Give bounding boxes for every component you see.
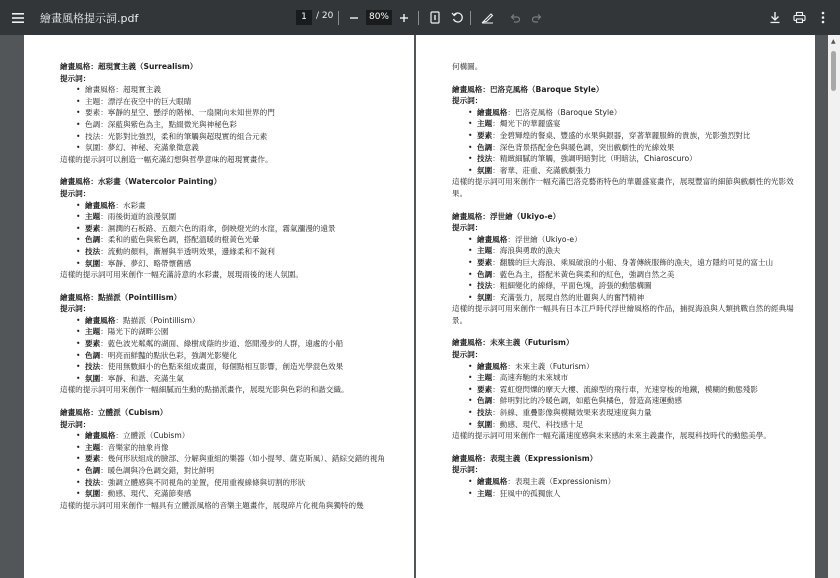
prompt-key: 主題 [477,488,493,498]
section-title: 繪畫風格：水彩畫（Watercolor Painting） [60,177,222,187]
prompt-key: 要素 [85,339,101,349]
prompt-key: 技法 [477,408,493,418]
prompt-label: 提示詞： [452,465,483,475]
prompt-item [468,142,804,154]
prompt-value: ：未來主義（Futurism） [507,361,594,371]
prompt-item [76,361,404,373]
prompt-key: 氛圍 [477,419,493,429]
prompt-value: ：藍色波光粼粼的湖面、綠樹成蔭的步道、悠閒漫步的人群，遠處的小船 [100,339,344,349]
fit-page-icon[interactable] [428,10,442,25]
prompt-key: 氛圍 [85,143,101,153]
prompt-item [76,84,404,96]
prompt-list [452,361,804,431]
prompt-item [76,477,404,489]
prompt-item [468,269,804,281]
document-title: 繪畫風格提示詞.pdf [40,12,139,25]
prompt-key: 技法 [85,246,101,256]
prompt-value: ：柔和的藍色與紫色調，搭配溫暖的橙黃色光暈 [100,235,260,245]
prompt-value: ：粗細變化的線條，平面色塊，誇張的動態構圖 [492,281,652,291]
prompt-key: 主題 [477,373,493,383]
prompt-item [76,430,404,442]
style-section [60,407,404,511]
section-title: 繪畫風格：浮世繪（Ukiyo-e） [452,211,561,221]
pdf-page-left [24,35,414,578]
prompt-key: 繪畫風格 [477,234,508,244]
prompt-value: ：動感、現代、科技感十足 [492,419,584,429]
pdf-page-right [416,35,815,578]
prompt-value: ：高速奔馳的未來城市 [492,373,569,383]
prompt-key: 氛圍 [85,489,101,499]
prompt-list [452,476,804,499]
prompt-item [468,372,804,384]
prompt-item [76,246,404,258]
prompt-value: ：動感、現代、充滿節奏感 [100,489,192,499]
prompt-key: 繪畫風格 [85,200,116,210]
prompt-label: 提示詞： [60,73,91,83]
prompt-key: 主題 [85,442,101,452]
undo-icon[interactable] [508,10,522,25]
prompt-item [468,130,804,142]
scrollbar-thumb[interactable] [831,51,836,91]
prompt-item [76,223,404,235]
style-section [452,337,804,441]
prompt-item [468,395,804,407]
prompt-value: ：霓虹燈閃爍的摩天大樓、流線型的飛行車，光速穿梭的地鐵，模糊的動態殘影 [492,384,758,394]
prompt-label: 提示詞： [60,188,91,198]
prompt-value: ：藍色為主，搭配米黃色與柔和的紅色，強調自然之美 [492,269,675,279]
scroll-up-icon[interactable]: ▲ [831,38,836,45]
prompt-key: 色調 [477,396,493,406]
toolbar-divider [418,11,419,25]
prompt-item [76,350,404,362]
prompt-item [468,153,804,165]
prompt-value: ：陽光下的湖畔公園 [100,327,169,337]
prompt-key: 主題 [477,119,493,129]
prompt-value: ：使用無數細小的色點來組成畫面，每個點相互影響，創造光學混色效果 [100,362,344,372]
prompt-key: 色調 [85,466,101,475]
page-content [452,61,804,510]
prompt-list [452,234,804,304]
prompt-label: 提示詞： [452,350,483,360]
prompt-key: 氛圍 [85,373,101,383]
prompt-value: ：寧靜、和諧、充滿生氣 [100,373,184,383]
section-summary: 這樣的提示詞可用來創作一幅具有日本江戶時代浮世繪風格的作品，捕捉海浪與人類挑戰自然的經典場景。 [452,304,794,325]
prompt-value: ：奢華、莊重、充滿戲劇張力 [492,165,591,175]
prompt-key: 繪畫風格 [477,107,508,117]
prompt-item [468,476,804,488]
prompt-item [76,234,404,246]
prompt-item [468,419,804,431]
prompt-value: ：表現主義（Expressionism） [507,477,616,486]
scrollbar-track[interactable] [828,35,840,578]
prompt-value: ：浮世繪（Ukiyo-e） [507,234,582,244]
prompt-value: ：水彩畫 [115,200,146,210]
annotate-icon[interactable] [480,10,494,25]
prompt-key: 主題 [477,246,493,256]
section-title: 繪畫風格：表現主義（Expressionism） [452,453,598,463]
prompt-key: 要素 [477,130,493,140]
prompt-item [76,258,404,270]
prompt-key: 氛圍 [477,165,493,175]
prompt-value: ：狂風中的孤獨旅人 [492,488,561,498]
prompt-key: 繪畫風格 [477,361,508,371]
prompt-value: ：斜線、重疊影像與模糊效果來表現速度與力量 [492,408,652,418]
prompt-value: ：精緻細膩的筆觸，強調明暗對比（明暗法，Chiaroscuro） [492,154,697,164]
prompt-key: 要素 [85,454,101,464]
prompt-value: ：海浪與勇敢的漁夫 [492,246,561,256]
prompt-key: 繪畫風格 [85,431,116,441]
prompt-value: ：夢幻、神秘、充滿象徵意義 [100,143,199,153]
prompt-item [468,107,804,119]
prompt-value: ：濕潤的石板路、五顏六色的雨傘，倒映燈光的水窪，霧氣瀰漫的遠景 [100,223,336,233]
prompt-key: 要素 [85,108,101,118]
prompt-key: 技法 [85,362,101,372]
prompt-key: 色調 [85,119,101,129]
prompt-label: 提示詞： [452,223,483,233]
section-summary: 這樣的提示詞可用來創作一幅充滿速度感與未來感的未來主義畫作，展現科技時代的動態美學。 [452,431,771,441]
prompt-key: 色調 [85,350,101,360]
continuation-text: 何構圖。 [452,62,483,71]
prompt-item [468,384,804,396]
rotate-icon[interactable] [450,10,464,25]
style-section [452,453,804,499]
prompt-item [468,245,804,257]
prompt-item [468,292,804,304]
prompt-item [76,442,404,454]
prompt-value: ：光影對比強烈，柔和的筆觸與超現實的組合元素 [100,131,268,141]
section-summary: 這樣的提示詞可用來創作一幅具有立體派風格的音樂主題畫作，展現碎片化視角與獨特的幾 [60,500,364,510]
section-summary: 這樣的提示詞可以創造一幅充滿幻想與哲學意味的超現實畫作。 [60,154,273,164]
prompt-value: ：立體派（Cubism） [115,431,190,441]
prompt-value: ：雨後街道的浪漫氛圍 [100,212,177,222]
prompt-item [76,373,404,385]
page-total: / 20 [316,11,334,21]
prompt-value: ：寧靜的星空、懸浮的階梯、一扇開向未知世界的門 [100,108,275,118]
toolbar-divider [338,11,339,25]
prompt-item [76,107,404,119]
prompt-key: 技法 [85,477,101,487]
prompt-item [468,488,804,500]
prompt-value: ：翻騰的巨大海浪、乘風破浪的小船、身著傳統服飾的漁夫，遠方隱約可見的富士山 [492,257,774,267]
prompt-value: ：金碧輝煌的餐桌、豐盛的水果與銀器，穿著華麗服飾的貴族，光影強烈對比 [492,130,751,140]
print-icon[interactable] [792,10,806,25]
page-content [60,61,404,522]
prompt-key: 技法 [85,131,101,141]
prompt-key: 色調 [85,235,101,245]
prompt-key: 要素 [85,223,101,233]
style-section [452,84,804,200]
section-title: 繪畫風格：未來主義（Futurism） [452,338,574,348]
prompt-value: ：音樂家的抽象肖像 [100,442,169,452]
prompt-list [60,315,404,385]
prompt-item [76,131,404,143]
style-section [60,61,404,165]
section-summary: 這樣的提示詞可用來創作一幅充滿詩意的水彩畫，展現雨後的迷人氛圍。 [60,270,303,280]
prompt-value: ：暖色調與冷色調交錯，對比鮮明 [100,466,215,475]
prompt-label: 提示詞： [60,419,91,429]
prompt-item [76,96,404,108]
prompt-item [468,361,804,373]
prompt-list [60,430,404,500]
prompt-key: 要素 [477,257,493,267]
download-icon[interactable] [768,10,782,25]
section-title: 繪畫風格：點描派（Pointillism） [60,292,182,302]
style-section [452,211,804,327]
prompt-item [468,165,804,177]
prompt-key: 要素 [477,384,493,394]
prompt-item [76,326,404,338]
prompt-key: 技法 [477,154,493,164]
prompt-item [76,200,404,212]
prompt-key: 主題 [85,96,101,106]
prompt-item [468,118,804,130]
style-section [60,292,404,396]
prompt-label: 提示詞： [452,96,483,106]
prompt-key: 色調 [477,142,493,152]
prompt-key: 色調 [477,269,493,279]
prompt-key: 繪畫風格 [85,315,116,325]
zoom-input[interactable]: 80% [366,10,392,25]
toolbar-divider [470,11,471,25]
prompt-value: ：燭光下的華麗盛宴 [492,119,561,129]
prompt-item [76,142,404,154]
prompt-key: 氛圍 [477,292,493,302]
prompt-key: 主題 [85,327,101,337]
prompt-key: 繪畫風格 [477,477,508,486]
prompt-value: ：巴洛克風格（Baroque Style） [507,107,622,117]
prompt-value: ：強調立體感與不同視角的並置，使用重複線條與切割的形狀 [100,477,306,487]
prompt-list [60,200,404,270]
more-vertical-icon[interactable] [818,10,828,25]
prompt-item [76,338,404,350]
prompt-item [76,453,404,465]
zoom-out-button[interactable] [348,10,360,25]
section-title: 繪畫風格：巴洛克風格（Baroque Style） [452,84,604,94]
prompt-value: ：充滿張力，展現自然的壯麗與人的奮鬥精神 [492,292,645,302]
section-summary: 這樣的提示詞可用來創作一幅細膩而生動的點描派畫作，展現光影與色彩的和諧交織。 [60,385,349,395]
prompt-item [468,234,804,246]
section-summary: 這樣的提示詞可用來創作一幅充滿巴洛克藝術特色的華麗盛宴畫作，展現豐富的細節與戲劇性的光影效果。 [452,177,794,198]
current-page-input[interactable]: 1 [296,10,312,25]
section-title: 繪畫風格：立體派（Cubism） [60,408,168,418]
section-title: 繪畫風格：超現實主義（Surrealism） [60,62,198,71]
zoom-in-button[interactable] [398,10,410,25]
prompt-value: ：幾何形狀組成的臉部、分解與重組的樂器（如小提琴、薩克斯風）、錯綜交錯的視角 [100,454,385,464]
prompt-value: ：深色背景搭配金色與暖色調，突出戲劇性的光線效果 [492,142,675,152]
prompt-value: ：漂浮在夜空中的巨大眼睛 [100,96,192,106]
prompt-item [468,257,804,269]
redo-icon[interactable] [530,10,544,25]
prompt-value: ：鮮明對比的冷暖色調，如藍色與橘色，營造高速運動感 [492,396,683,406]
prompt-item [468,280,804,292]
pdf-toolbar [0,0,840,35]
prompt-list [452,107,804,177]
prompt-value: ：超現實主義 [115,85,161,95]
menu-icon[interactable] [10,10,26,26]
prompt-key: 繪畫風格 [85,85,116,95]
prompt-item [76,211,404,223]
prompt-item [76,465,404,477]
prompt-value: ：流動的顏料，漸層與半透明效果，邊緣柔和不銳利 [100,246,275,256]
style-section [60,176,404,280]
prompt-item [468,407,804,419]
prompt-list [60,84,404,154]
prompt-label: 提示詞： [60,304,91,314]
prompt-value: ：明亮而鮮豔的點狀色彩，強調光影變化 [100,350,237,360]
prompt-item [76,488,404,500]
prompt-value: ：點描派（Pointillism） [115,315,200,325]
prompt-item [76,315,404,327]
prompt-key: 氛圍 [85,258,101,268]
prompt-value: ：寧靜、夢幻、略帶懷舊感 [100,258,192,268]
prompt-value: ：深藍與紫色為主，點綴微光與神秘色彩 [100,119,237,129]
prompt-key: 技法 [477,281,493,291]
prompt-item [76,119,404,131]
prompt-key: 主題 [85,212,101,222]
